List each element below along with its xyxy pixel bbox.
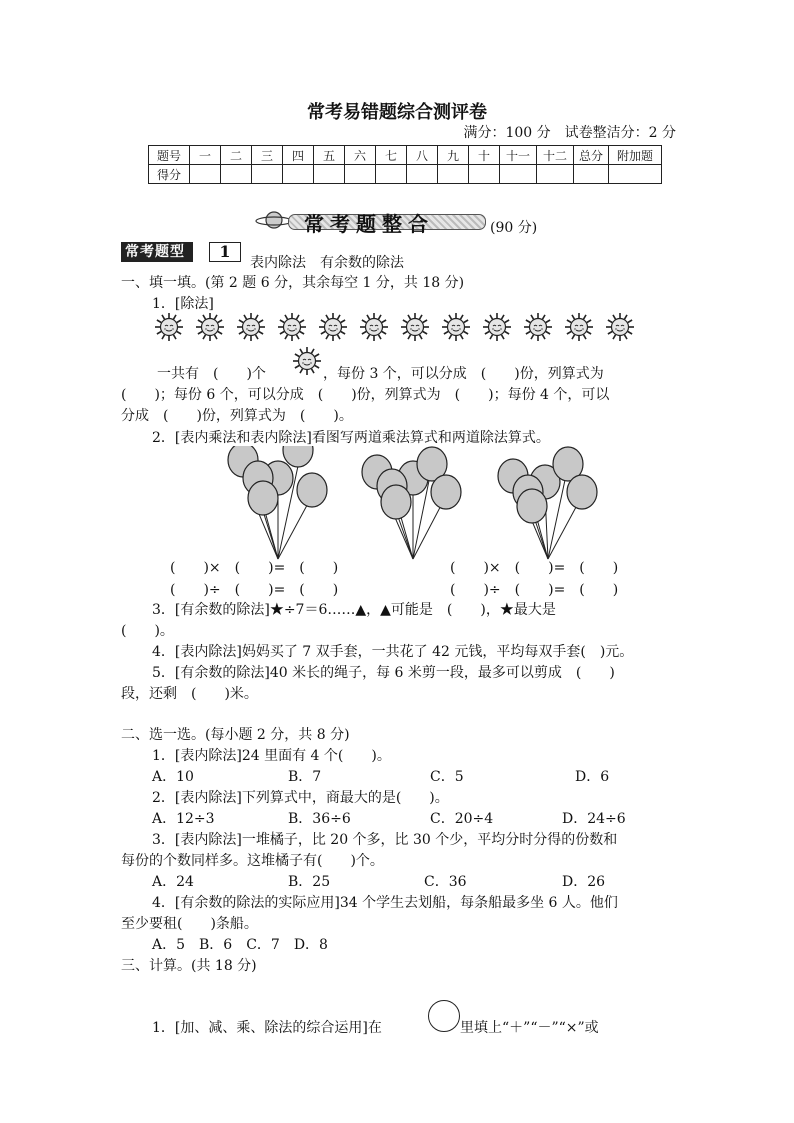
sun-icon	[236, 312, 266, 342]
score-input-cell[interactable]	[537, 165, 574, 184]
s1-q4: 4．[表内除法]妈妈买了 7 双手套，一共花了 42 元钱，平均每双手套( )元。	[152, 644, 634, 660]
s2-q2-opt-c: C．20÷4	[430, 811, 494, 827]
s1-q2: 2．[表内乘法和表内除法]看图写两道乘法算式和两道除法算式。	[152, 430, 550, 446]
section-banner	[248, 208, 488, 234]
s2-q2-opt-d: D．24÷6	[562, 811, 626, 827]
s2-q1-opt-d: D．6	[575, 769, 610, 785]
s1-q3a: 3．[有余数的除法]★÷7＝6……▲，▲可能是 ( )，★最大是	[152, 602, 556, 618]
s2-q1: 1．[表内除法]24 里面有 4 个( )。	[152, 748, 391, 764]
score-info: 满分：100 分 试卷整洁分：2 分	[463, 125, 676, 141]
sun-icon	[400, 312, 430, 342]
sun-icon	[277, 312, 307, 342]
sun-icon	[359, 312, 389, 342]
score-cell: 四	[283, 146, 314, 165]
s1-q3b: ( )。	[121, 623, 174, 639]
s1-q5b: 段，还剩 ( )米。	[121, 686, 258, 702]
s1-q1-line3: 分成 ( )份，列算式为 ( )。	[121, 408, 353, 424]
balloon-bunch-2	[362, 447, 461, 559]
score-cell: 十一	[500, 146, 537, 165]
score-row-label: 得分	[149, 165, 190, 184]
score-table	[148, 145, 662, 184]
s2-q3a: 3．[表内除法]一堆橘子，比 20 个多，比 30 个少，平均分时分得的份数和	[152, 832, 618, 848]
score-input-cell[interactable]	[609, 165, 662, 184]
score-input-cell[interactable]	[438, 165, 469, 184]
score-input-cell[interactable]	[221, 165, 252, 184]
score-input-cell[interactable]	[500, 165, 537, 184]
score-cell: 二	[221, 146, 252, 165]
s2-q4b: 至少要租( )条船。	[121, 916, 258, 932]
score-input-cell[interactable]	[376, 165, 407, 184]
s1-q1-line1a: 一共有 ( )个	[157, 366, 266, 382]
section1-heading: 一、填一填。(第 2 题 6 分，其余每空 1 分，共 18 分)	[121, 275, 465, 291]
s1-q5a: 5．[有余数的除法]40 米长的绳子，每 6 米剪一段，最多可以剪成 ( )	[152, 665, 615, 681]
score-input-cell[interactable]	[469, 165, 500, 184]
section3-heading: 三、计算。(共 18 分)	[121, 958, 257, 974]
formula-div-left: ( )÷ ( )= ( )	[170, 582, 339, 598]
score-input-cell[interactable]	[314, 165, 345, 184]
score-input-cell[interactable]	[190, 165, 221, 184]
score-cell: 三	[252, 146, 283, 165]
type-badge	[121, 242, 243, 262]
score-cell: 五	[314, 146, 345, 165]
banner-title: 常考题整合	[304, 212, 434, 236]
score-input-cell[interactable]	[574, 165, 609, 184]
balloon-bunch-1	[228, 446, 327, 559]
score-cell: 总分	[574, 146, 609, 165]
sun-icon	[195, 312, 225, 342]
formula-mul-right: ( )× ( )= ( )	[450, 560, 619, 576]
score-table-score-row	[149, 165, 662, 184]
s2-q2-opt-a: A．12÷3	[152, 811, 215, 827]
s2-q4-opts: A．5 B．6 C．7 D．8	[152, 937, 328, 953]
formula-div-right: ( )÷ ( )= ( )	[450, 582, 619, 598]
balloons-figure	[0, 446, 794, 566]
score-cell: 七	[376, 146, 407, 165]
score-cell: 十	[469, 146, 500, 165]
score-table-header-row	[149, 146, 662, 165]
sun-icon	[154, 312, 184, 342]
s2-q3-opt-a: A．24	[152, 874, 194, 890]
s3-q1b: 里填上“＋”“－”“×”或	[460, 1020, 599, 1036]
score-cell: 八	[407, 146, 438, 165]
score-cell: 十二	[537, 146, 574, 165]
sun-icon	[523, 312, 553, 342]
s1-q1-line2: ( )；每份 6 个，可以分成 ( )份，列算式为 ( )；每份 4 个，可以	[121, 387, 610, 403]
s2-q4a: 4．[有余数的除法的实际应用]34 个学生去划船，每条船最多坐 6 人。他们	[152, 895, 618, 911]
section2-heading: 二、选一选。(每小题 2 分，共 8 分)	[121, 727, 350, 743]
page-title: 常考易错题综合测评卷	[307, 102, 487, 123]
sun-icon	[482, 312, 512, 342]
sun-icon	[441, 312, 471, 342]
score-input-cell[interactable]	[283, 165, 314, 184]
balloon-bunch-3	[498, 447, 597, 559]
type-badge-number: 1	[209, 242, 241, 262]
score-cell: 六	[345, 146, 376, 165]
s2-q3-opt-d: D．26	[562, 874, 606, 890]
s2-q3b: 每份的个数同样多。这堆橘子有( )个。	[121, 853, 384, 869]
s2-q1-opt-b: B．7	[288, 769, 322, 785]
type-badge-label: 常考题型	[121, 242, 193, 262]
formula-mul-left: ( )× ( )= ( )	[170, 560, 339, 576]
score-input-cell[interactable]	[345, 165, 376, 184]
sun-icon	[605, 312, 635, 342]
score-cell: 题号	[149, 146, 190, 165]
s1-q1-label: 1．[除法]	[152, 296, 214, 312]
score-cell: 一	[190, 146, 221, 165]
s2-q1-opt-a: A．10	[152, 769, 194, 785]
answer-circle[interactable]	[428, 1000, 460, 1032]
sun-icon	[292, 346, 322, 376]
s2-q2-opt-b: B．36÷6	[288, 811, 351, 827]
s3-q1a: 1．[加、减、乘、除法的综合运用]在	[152, 1020, 382, 1036]
score-cell: 附加题	[609, 146, 662, 165]
sun-row	[154, 312, 646, 346]
score-input-cell[interactable]	[252, 165, 283, 184]
score-input-cell[interactable]	[407, 165, 438, 184]
s2-q3-opt-b: B．25	[288, 874, 331, 890]
score-cell: 九	[438, 146, 469, 165]
s1-q1-line1b: ，每份 3 个，可以分成 ( )份，列算式为	[323, 366, 604, 382]
sun-icon	[564, 312, 594, 342]
banner-points: (90 分)	[490, 220, 538, 236]
s2-q2: 2．[表内除法]下列算式中，商最大的是( )。	[152, 790, 449, 806]
sun-icon	[318, 312, 348, 342]
type-topic: 表内除法 有余数的除法	[250, 255, 404, 271]
s2-q3-opt-c: C．36	[424, 874, 467, 890]
s2-q1-opt-c: C．5	[430, 769, 464, 785]
